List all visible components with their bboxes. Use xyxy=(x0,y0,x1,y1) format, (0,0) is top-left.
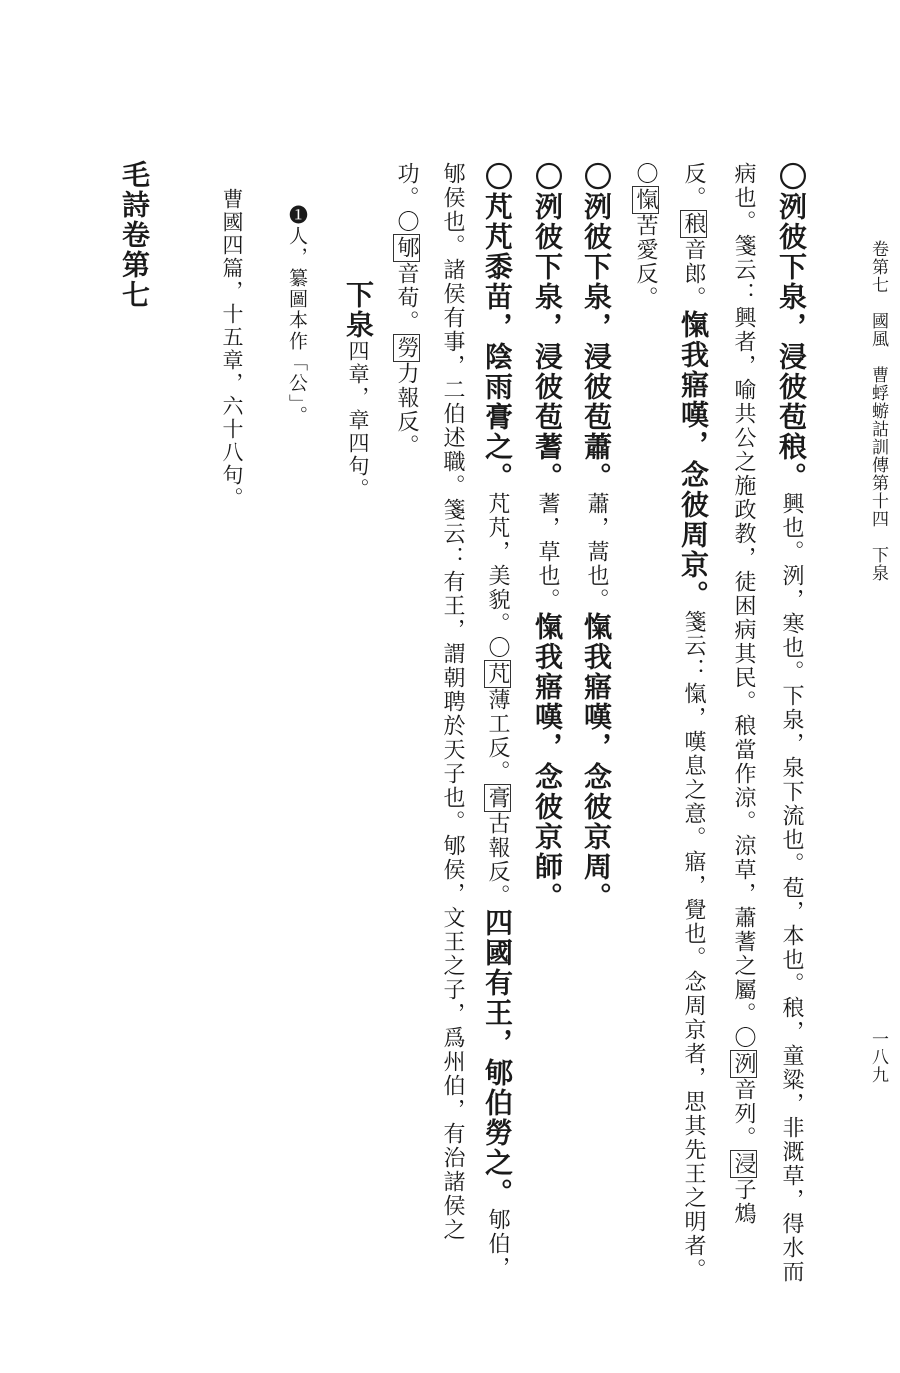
boxed-char: 郇 xyxy=(394,236,419,260)
verse-text: 〇洌彼下泉，浸彼苞稂。 xyxy=(775,162,808,492)
commentary-text: 反。 xyxy=(681,162,706,210)
verse-text: 〇芃芃黍苗，陰雨膏之。 xyxy=(481,162,514,492)
commentary-text: 〇 xyxy=(633,162,658,186)
commentary-text: 病也。箋云：興者，喻共公之施政教，徒困病其民。稂當作涼。涼草，蕭蓍之屬。〇 xyxy=(731,162,756,1050)
boxed-char: 浸 xyxy=(731,1152,756,1176)
boxed-char: 洌 xyxy=(731,1052,756,1076)
footnote-text: ❶人，纂圖本作「公」。 xyxy=(286,205,308,427)
running-head: 卷第七 國風 曹蜉蝣詁訓傳第十四 下泉 xyxy=(868,240,888,582)
column-5 xyxy=(580,162,613,912)
column-1 xyxy=(775,162,808,1284)
boxed-char: 勞 xyxy=(394,336,419,360)
commentary-text: 音郎。 xyxy=(681,238,706,310)
boxed-char: 愾 xyxy=(633,188,658,212)
section-summary xyxy=(342,280,375,501)
verse-text: 愾我寤嘆，念彼京周。 xyxy=(580,612,613,912)
commentary-text: 力報反。 xyxy=(394,362,419,458)
commentary-text: 音荀。 xyxy=(394,262,419,334)
summary-text: 四章，章四句。 xyxy=(346,340,370,501)
commentary-text: 音列。 xyxy=(731,1078,756,1150)
footnote xyxy=(287,205,306,427)
column-9 xyxy=(395,162,417,458)
commentary-text: 古報反。 xyxy=(485,812,510,908)
commentary-text: 薄工反。 xyxy=(485,688,510,784)
commentary-text: 蓍，草也。 xyxy=(535,492,560,612)
volume-end-title xyxy=(118,160,151,310)
commentary-text: 苦愛反。 xyxy=(633,214,658,310)
state-summary xyxy=(221,188,242,510)
commentary-text: 芃芃，美貌。〇 xyxy=(485,492,510,660)
verse-text: 〇洌彼下泉，浸彼苞蓍。 xyxy=(531,162,564,492)
column-7 xyxy=(481,162,514,1280)
column-2 xyxy=(732,162,754,1226)
commentary-text: 郇侯也。諸侯有事，二伯述職。箋云：有王，謂朝聘於天子也。郇侯，文王之子，爲州伯，有治諸侯之 xyxy=(440,162,465,1242)
commentary-text: 蕭，蒿也。 xyxy=(584,492,609,612)
commentary-text: 箋云：愾，嘆息之意。寤，覺也。念周京者，思其先王之明者。 xyxy=(681,610,706,1282)
column-4 xyxy=(634,162,656,310)
summary-text: 曹國四篇，十五章，六十八句。 xyxy=(220,188,244,510)
boxed-char: 膏 xyxy=(485,786,510,810)
commentary-text: 郇伯， xyxy=(485,1208,510,1280)
column-6 xyxy=(531,162,564,912)
commentary-text: 興也。洌，寒也。下泉，泉下流也。苞，本也。稂，童粱，非溉草，得水而 xyxy=(779,492,804,1284)
page-number: 一八九 xyxy=(868,1030,888,1084)
volume-title: 毛詩卷第七 xyxy=(118,160,151,310)
boxed-char: 稂 xyxy=(681,212,706,236)
commentary-text: 子鴆 xyxy=(731,1178,756,1226)
boxed-char: 芃 xyxy=(485,662,510,686)
verse-text: 愾我寤嘆，念彼京師。 xyxy=(531,612,564,912)
poem-title: 下泉 xyxy=(342,280,375,340)
verse-text: 〇洌彼下泉，浸彼苞蕭。 xyxy=(580,162,613,492)
column-8 xyxy=(441,162,463,1242)
verse-text: 愾我寤嘆，念彼周京。 xyxy=(677,310,710,610)
column-3 xyxy=(677,162,710,1282)
verse-text: 四國有王，郇伯勞之。 xyxy=(481,908,514,1208)
commentary-text: 功。〇 xyxy=(394,162,419,234)
